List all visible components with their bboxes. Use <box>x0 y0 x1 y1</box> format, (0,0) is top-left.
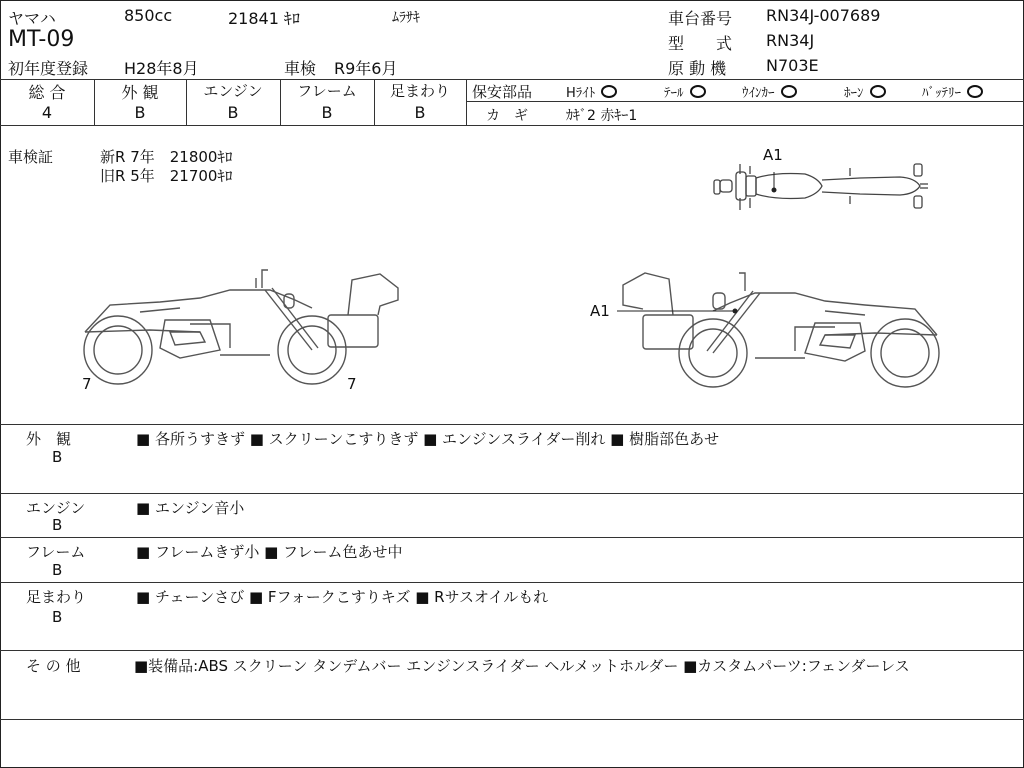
motorcycle-top-view-diagram <box>700 160 940 220</box>
engine-type-label: 原 動 機 <box>668 59 727 78</box>
grade-overall-label: 総 合 <box>28 83 66 102</box>
inspection-label: 車検 <box>284 59 317 78</box>
grade-table-bottom-line <box>0 125 1024 126</box>
safety-item-battery: ﾊﾞｯﾃﾘｰ <box>922 82 983 101</box>
safety-item-winker: ｳｲﾝｶｰ <box>742 82 797 101</box>
remark-frame-text: ■ フレームきず小 ■ フレーム色あせ中 <box>136 543 403 561</box>
side-view-a1-label: A1 <box>590 302 610 320</box>
frame-number-value: RN34J-007689 <box>766 6 881 25</box>
ok-circle-icon <box>601 85 617 98</box>
grade-exterior-label: 外 観 <box>121 83 159 102</box>
grade-suspension-value: B <box>414 103 426 122</box>
ok-circle-icon <box>690 85 706 98</box>
safety-parts-label: 保安部品 <box>472 83 533 101</box>
model-name: MT-09 <box>8 27 75 52</box>
first-registration-value: H28年8月 <box>124 59 199 78</box>
safety-item-tail: ﾃｰﾙ <box>664 82 706 101</box>
remarks-bottom-line <box>0 719 1024 720</box>
first-registration-label: 初年度登録 <box>8 59 89 78</box>
frame-number-label: 車台番号 <box>668 9 733 28</box>
safety-item-headlight: Hﾗｲﾄ <box>566 82 617 101</box>
remark-frame-grade: B <box>52 561 63 579</box>
remark-other-text: ■装備品:ABS スクリーン タンデムバー エンジンスライダー ヘルメットホルダー ■カスタムパーツ:フェンダーレス <box>134 657 910 675</box>
remark-engine-label: エンジン <box>26 499 86 517</box>
motorcycle-right-side-diagram <box>615 265 945 395</box>
maker: ヤマハ <box>8 9 56 28</box>
grade-col-divider <box>466 79 467 125</box>
engine-type-value: N703E <box>766 56 819 75</box>
inspection-cert-new: 新R 7年 21800ｷﾛ <box>100 148 233 166</box>
remarks-divider <box>0 493 1024 494</box>
safety-item-horn: ﾎｰﾝ <box>844 82 886 101</box>
type-label: 型 式 <box>668 34 733 53</box>
color: ﾑﾗｻｷ <box>392 10 420 26</box>
remark-frame-label: フレーム <box>26 543 86 561</box>
remark-suspension-text: ■ チェーンさび ■ Fフォークこすりキズ ■ Rサスオイルもれ <box>136 588 549 606</box>
left-rear-mark: 7 <box>82 375 92 393</box>
left-front-mark: 7 <box>347 375 357 393</box>
remark-exterior-label: 外 観 <box>26 430 72 448</box>
grade-frame-label: フレーム <box>297 82 357 100</box>
inspection-cert-label: 車検証 <box>8 148 54 166</box>
displacement: 850cc <box>124 6 173 25</box>
key-label: カ ギ <box>486 108 528 124</box>
mileage: 21841 ｷﾛ <box>228 9 300 28</box>
remark-suspension-label: 足まわり <box>26 588 87 606</box>
motorcycle-left-side-diagram <box>80 260 410 390</box>
remarks-divider <box>0 650 1024 651</box>
remark-exterior-grade: B <box>52 448 63 466</box>
grade-frame-value: B <box>321 103 333 122</box>
inspection-value: R9年6月 <box>334 59 398 78</box>
grade-overall-value: 4 <box>41 103 53 122</box>
remark-exterior-text: ■ 各所うすきず ■ スクリーンこすりきず ■ エンジンスライダー削れ ■ 樹脂部色あせ <box>136 430 720 448</box>
ok-circle-icon <box>967 85 983 98</box>
grade-engine-label: エンジン <box>203 82 263 100</box>
ok-circle-icon <box>781 85 797 98</box>
grade-suspension-label: 足まわり <box>389 82 450 100</box>
top-view-a1-label: A1 <box>763 146 783 164</box>
remarks-divider <box>0 537 1024 538</box>
remark-engine-grade: B <box>52 516 63 534</box>
remarks-top-line <box>0 424 1024 425</box>
remark-suspension-grade: B <box>52 608 63 626</box>
safety-row-divider <box>466 101 1024 102</box>
remarks-divider <box>0 582 1024 583</box>
grade-engine-value: B <box>227 103 239 122</box>
grade-exterior-value: B <box>134 103 146 122</box>
key-value: ｶｷﾞ2 赤ｷｰ1 <box>566 108 638 124</box>
remark-engine-text: ■ エンジン音小 <box>136 499 245 517</box>
ok-circle-icon <box>870 85 886 98</box>
type-value: RN34J <box>766 31 815 50</box>
inspection-cert-old: 旧R 5年 21700ｷﾛ <box>100 167 233 185</box>
remark-other-label: そ の 他 <box>26 657 81 675</box>
